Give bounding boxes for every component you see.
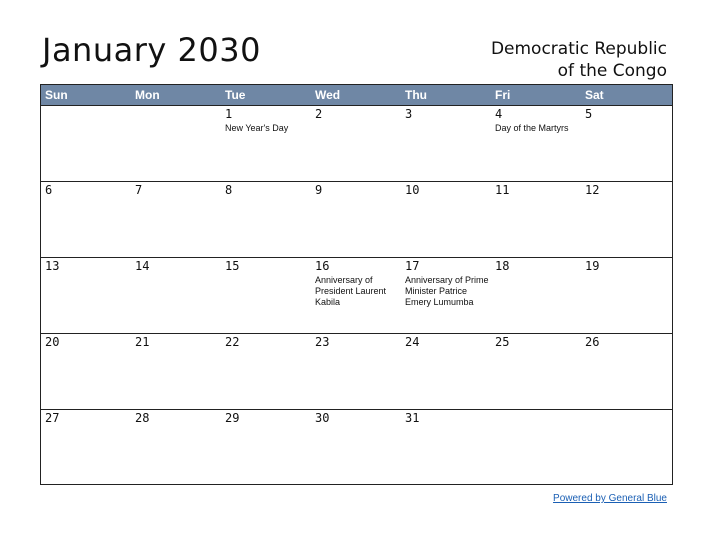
day-number: 7: [135, 183, 143, 197]
calendar-week-row: [41, 106, 672, 182]
country-name: [407, 38, 667, 82]
calendar-day-cell: [581, 106, 672, 181]
calendar-day-cell: [581, 334, 672, 409]
weekday-header-sat: Sat: [585, 88, 604, 102]
calendar-day-cell: [221, 106, 311, 181]
day-number: 25: [495, 335, 510, 349]
calendar-day-cell: [491, 106, 581, 181]
calendar-day-cell: [311, 334, 401, 409]
day-number: 3: [405, 107, 413, 121]
calendar-day-cell: [221, 334, 311, 409]
calendar-day-cell: [311, 106, 401, 181]
day-number: 10: [405, 183, 420, 197]
powered-by-link[interactable]: Powered by General Blue: [553, 493, 667, 504]
day-number: 5: [585, 107, 593, 121]
calendar-day-cell: [491, 258, 581, 333]
day-number: 15: [225, 259, 240, 273]
day-number: 6: [45, 183, 53, 197]
calendar-day-cell: [41, 106, 131, 181]
calendar-week-row: [41, 410, 672, 485]
weekday-header-sun: Sun: [45, 88, 68, 102]
calendar-day-cell: [131, 334, 221, 409]
day-number: 9: [315, 183, 323, 197]
day-number: 8: [225, 183, 233, 197]
calendar-day-cell: [311, 182, 401, 257]
weekday-header-fri: Fri: [495, 88, 511, 102]
day-number: 22: [225, 335, 240, 349]
day-number: 17: [405, 259, 420, 273]
calendar-title: January 2030: [42, 31, 261, 69]
holiday-event: Anniversary of Prime Minister Patrice Emery Lumumba: [405, 275, 489, 307]
calendar-day-cell: [41, 258, 131, 333]
calendar-week-row: [41, 258, 672, 334]
country-name-line-2: of the Congo: [557, 61, 667, 81]
day-number: 21: [135, 335, 150, 349]
calendar-day-cell: [401, 334, 491, 409]
calendar-day-cell: [581, 182, 672, 257]
day-number: 11: [495, 183, 510, 197]
day-number: 4: [495, 107, 503, 121]
calendar-day-cell: [401, 410, 491, 485]
day-number: 28: [135, 411, 150, 425]
day-number: 31: [405, 411, 420, 425]
day-number: 20: [45, 335, 60, 349]
calendar-day-cell: [131, 258, 221, 333]
country-name-line-1: Democratic Republic: [490, 39, 667, 59]
holiday-event: Day of the Martyrs: [495, 123, 569, 133]
calendar-day-cell: [221, 258, 311, 333]
calendar-day-cell: [581, 410, 672, 485]
day-number: 23: [315, 335, 330, 349]
weekday-header-tue: Tue: [225, 88, 246, 102]
calendar-day-cell: [491, 334, 581, 409]
day-number: 24: [405, 335, 420, 349]
weekday-header-thu: Thu: [405, 88, 427, 102]
calendar-day-cell: [131, 182, 221, 257]
calendar-day-cell: [41, 410, 131, 485]
calendar-day-cell: [401, 106, 491, 181]
holiday-event: New Year's Day: [225, 123, 289, 133]
calendar-week-row: [41, 334, 672, 410]
weekday-header-row: [41, 85, 672, 106]
day-number: 27: [45, 411, 60, 425]
calendar-day-cell: [401, 182, 491, 257]
calendar-grid: [40, 84, 673, 485]
day-number: 1: [225, 107, 233, 121]
calendar-day-cell: [491, 410, 581, 485]
day-number: 13: [45, 259, 60, 273]
calendar-day-cell: [131, 106, 221, 181]
day-number: 19: [585, 259, 600, 273]
calendar-day-cell: [41, 182, 131, 257]
calendar-day-cell: [221, 410, 311, 485]
calendar-day-cell: [221, 182, 311, 257]
calendar-day-cell: [311, 410, 401, 485]
day-number: 30: [315, 411, 330, 425]
day-number: 29: [225, 411, 240, 425]
day-number: 16: [315, 259, 330, 273]
calendar-day-cell: [311, 258, 401, 333]
calendar-day-cell: [401, 258, 491, 333]
weekday-header-mon: Mon: [135, 88, 160, 102]
calendar-weeks: [41, 106, 672, 485]
calendar-week-row: [41, 182, 672, 258]
calendar-day-cell: [131, 410, 221, 485]
day-number: 26: [585, 335, 600, 349]
calendar-day-cell: [491, 182, 581, 257]
day-number: 18: [495, 259, 510, 273]
day-number: 14: [135, 259, 150, 273]
day-number: 2: [315, 107, 323, 121]
calendar-day-cell: [41, 334, 131, 409]
holiday-event: Anniversary of President Laurent Kabila: [315, 275, 387, 307]
weekday-header-wed: Wed: [315, 88, 341, 102]
day-number: 12: [585, 183, 600, 197]
calendar-day-cell: [581, 258, 672, 333]
